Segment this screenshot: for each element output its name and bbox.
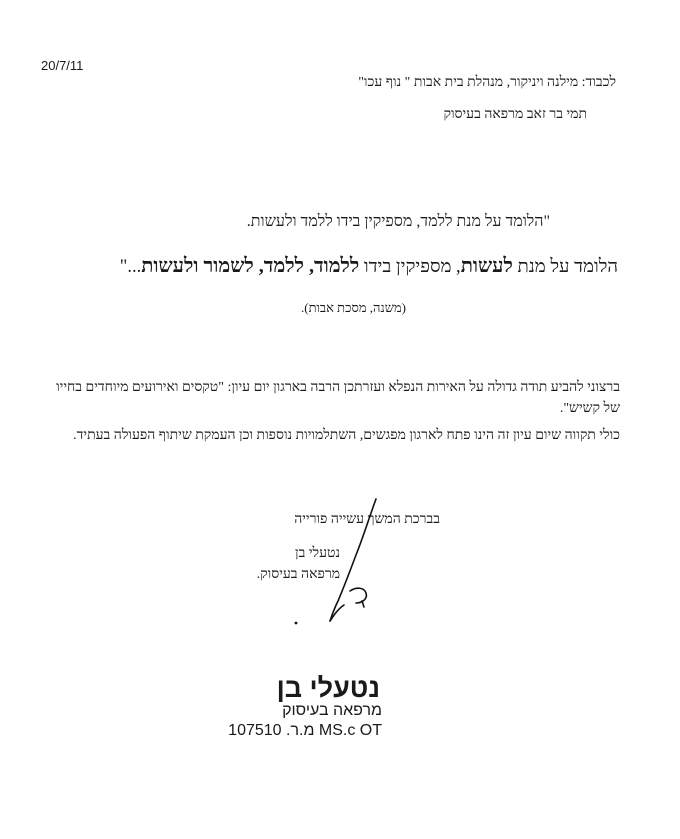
- signer-title: מרפאה בעיסוק.: [256, 567, 340, 582]
- quote-source: (משנה, מסכת אבות).: [301, 300, 406, 315]
- cc-line: תמי בר זאב מרפאה בעיסוק: [443, 107, 587, 122]
- closing-blessing: בברכת המשך עשייה פורייה: [294, 512, 440, 527]
- stamp-license: 107510 .מ.ר MS.c OT: [228, 722, 382, 739]
- quote-line-2-bold-1: לעשות: [460, 255, 513, 277]
- quote-line-2-pre: הלומד על מנת: [512, 257, 618, 277]
- letter-date: 20/7/11: [41, 58, 84, 73]
- quote-line-2-post: ...": [119, 257, 142, 277]
- stamp-name: נטעלי בן: [276, 673, 380, 703]
- body-paragraph-2: כולי תקווה שיום עיון זה הינו פתח לארגון מפגשים, השתלמויות נוספות וכן העמקת שיתוף הפעולה בעתיד.: [73, 428, 620, 443]
- quote-line-2: [120, 255, 618, 278]
- quote-line-2-bold-2: ללמוד, ללמד, לשמור ולעשות: [141, 255, 360, 277]
- handwritten-signature: [290, 495, 400, 635]
- recipient-line: לכבוד: מילנה ויניקור, מנהלת בית אבות " נוף עכו": [358, 75, 616, 90]
- stamp-title: מרפאה בעיסוק: [282, 702, 382, 719]
- quote-line-2-mid: , מספיקין בידו: [359, 257, 461, 277]
- signer-name: נטעלי בן: [295, 546, 340, 561]
- body-paragraph-1: ברצוני להביע תודה גדולה על האירות הנפלא ועזרתכן הרבה בארגון יום עיון: "טקסים ואירועים מיוחדים בחייו של קשיש".: [56, 380, 620, 416]
- quote-line-1: "הלומד על מנת ללמד, מספיקין בידו ללמד ולעשות.: [246, 213, 550, 230]
